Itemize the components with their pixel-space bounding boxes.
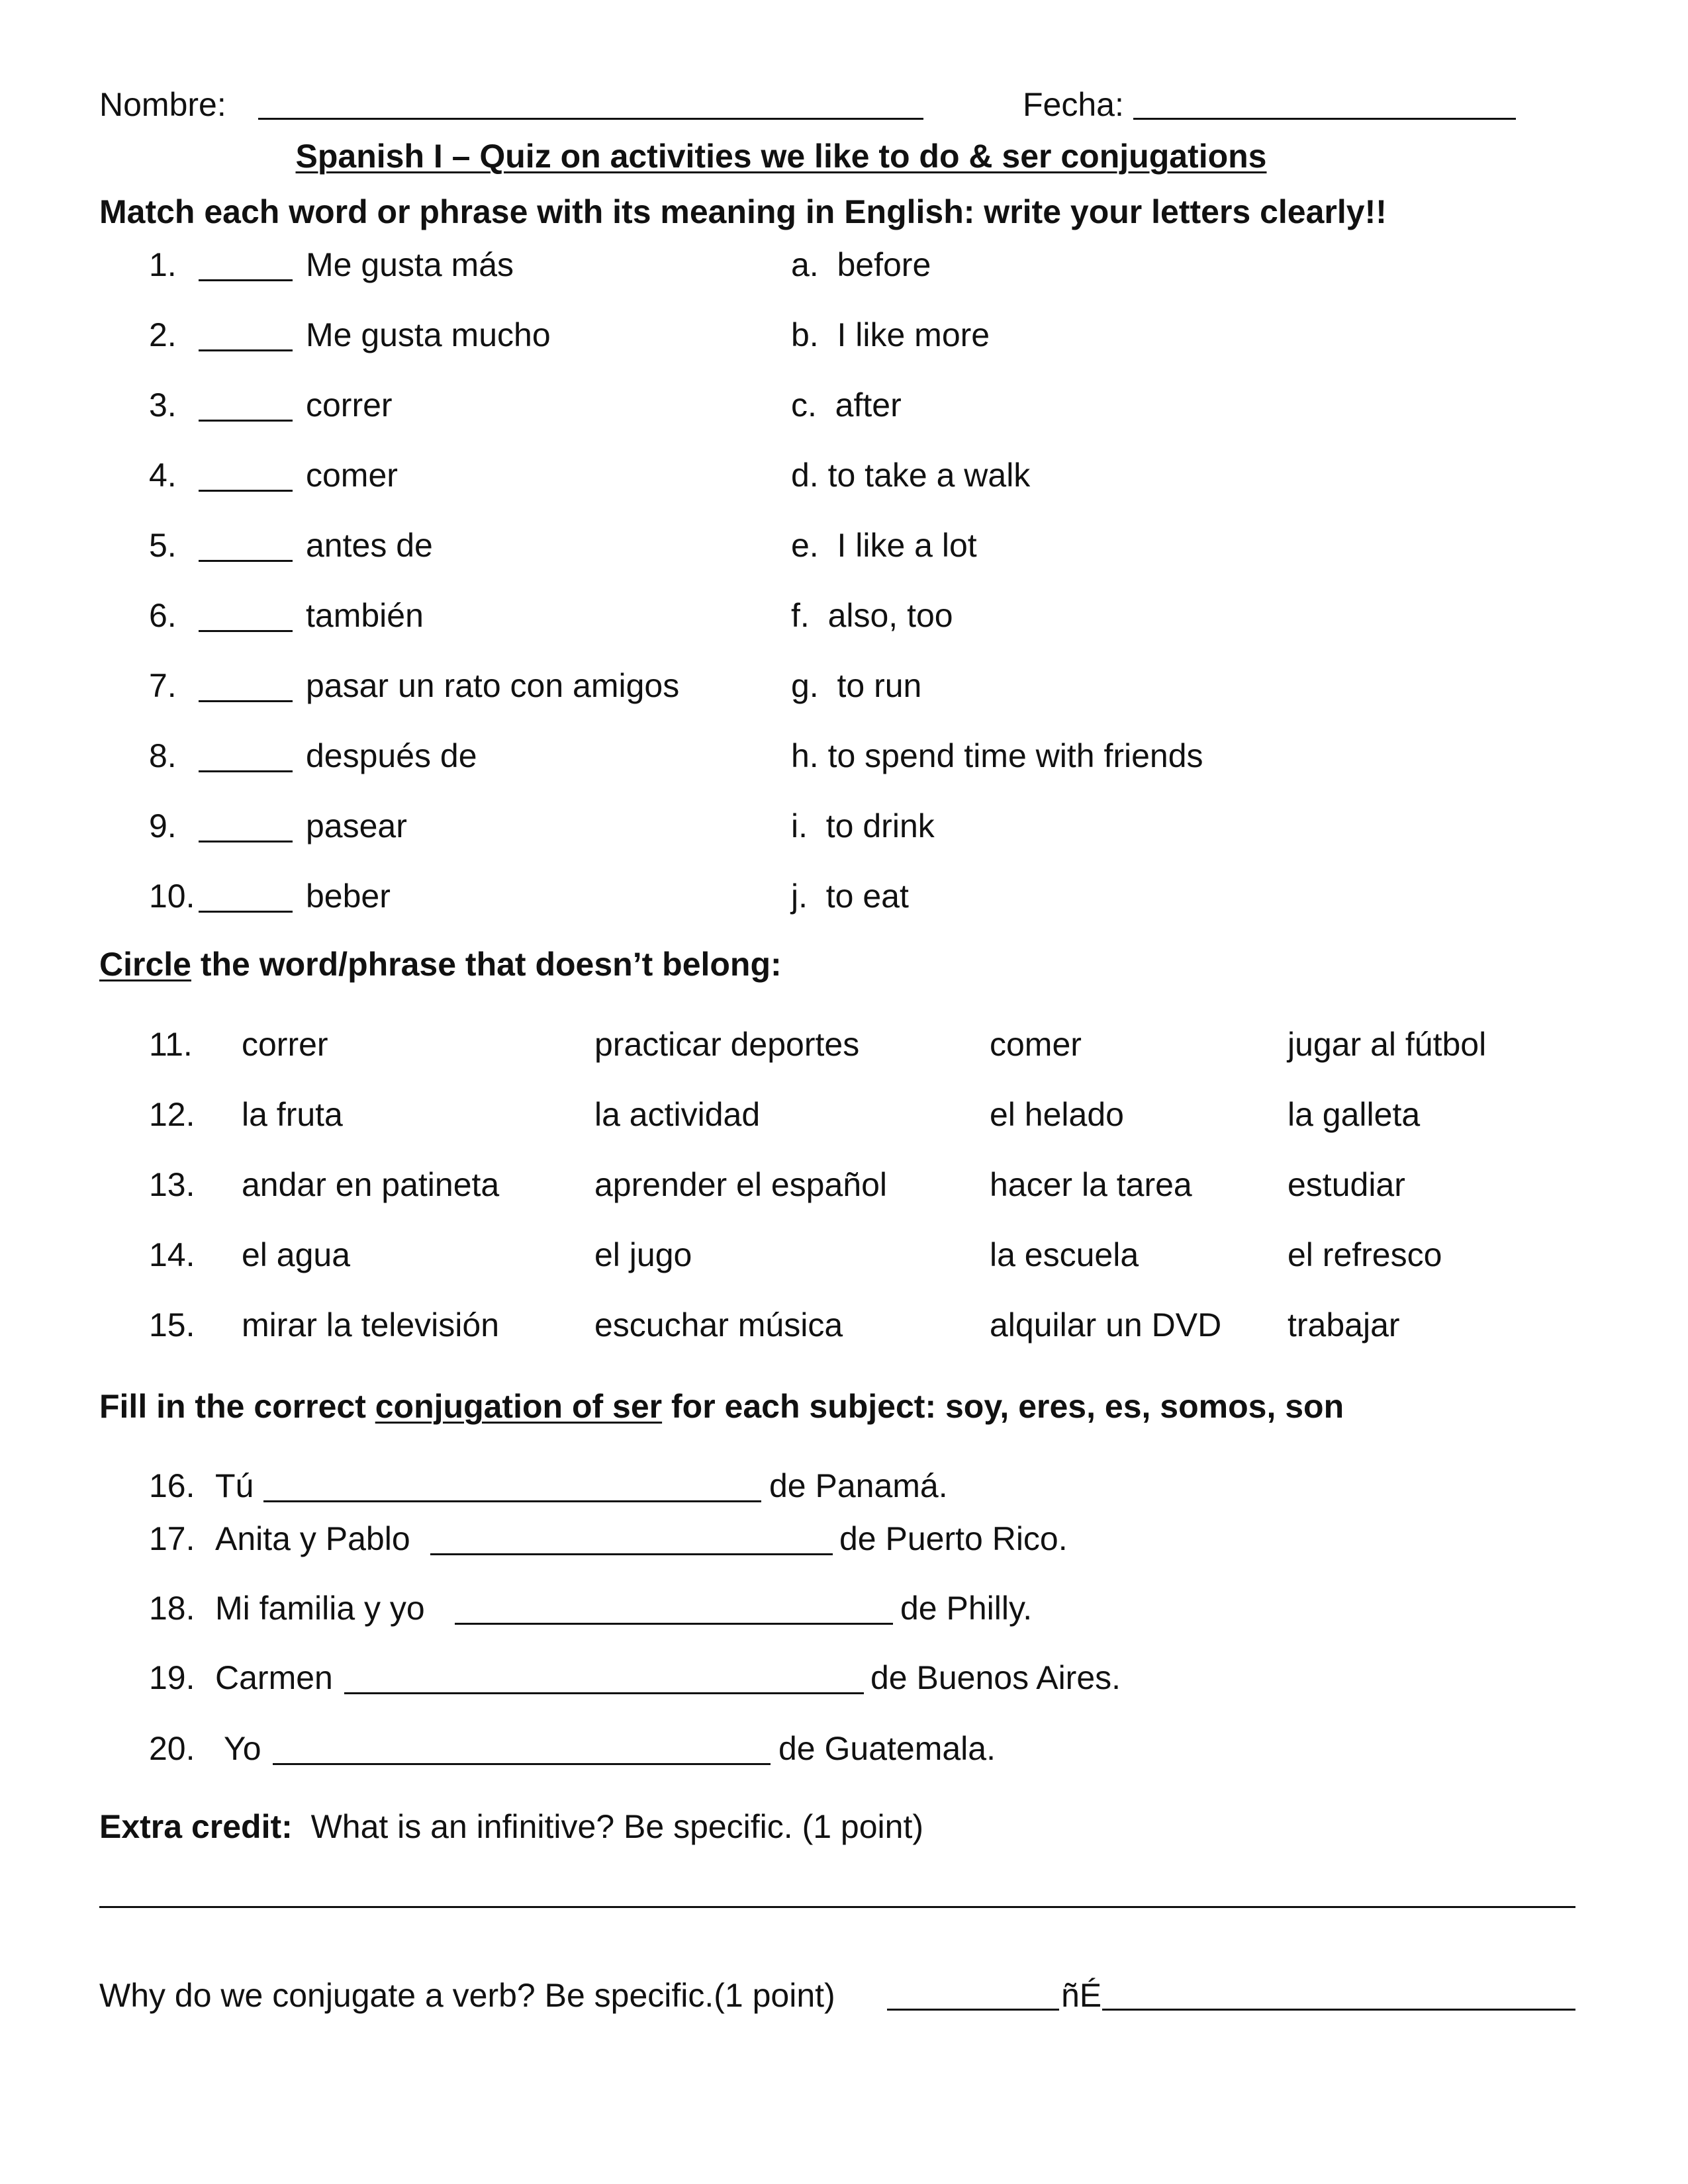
circle-option[interactable]: correr	[242, 1026, 328, 1063]
extra-credit-question-1: What is an infinitive? Be specific. (1 point)	[310, 1808, 923, 1845]
ser-instructions	[99, 1387, 1344, 1426]
circle-number: 11.	[149, 1026, 193, 1063]
matching-meaning: d. to take a walk	[791, 457, 1031, 494]
matching-term: después de	[306, 737, 477, 774]
matching-instructions: Match each word or phrase with its meaning in English: write your letters clearly!!	[99, 193, 1387, 230]
matching-meaning: a. before	[791, 246, 931, 283]
matching-term: pasar un rato con amigos	[306, 667, 680, 704]
circle-option[interactable]: estudiar	[1288, 1166, 1405, 1203]
matching-answer-blank[interactable]	[199, 841, 293, 842]
circle-option[interactable]: aprender el español	[594, 1166, 887, 1203]
circle-word: Circle	[99, 946, 191, 983]
matching-meaning: i. to drink	[791, 807, 935, 844]
matching-number: 2.	[149, 316, 177, 353]
ser-instr-a: Fill in the correct	[99, 1388, 375, 1425]
extra-credit-answer-line-2a[interactable]	[887, 2009, 1059, 2011]
circle-option[interactable]: la fruta	[242, 1096, 343, 1133]
matching-answer-blank[interactable]	[199, 630, 293, 632]
ser-number: 18.	[149, 1590, 195, 1627]
matching-number: 9.	[149, 807, 177, 844]
matching-number: 8.	[149, 737, 177, 774]
ser-ending: de Panamá.	[769, 1467, 948, 1504]
matching-answer-blank[interactable]	[199, 560, 293, 562]
ser-number: 16.	[149, 1467, 195, 1504]
ser-number: 19.	[149, 1659, 195, 1696]
ser-ending: de Buenos Aires.	[870, 1659, 1121, 1696]
fecha-blank[interactable]	[1133, 118, 1516, 120]
matching-number: 4.	[149, 457, 177, 494]
matching-term: Me gusta mucho	[306, 316, 551, 353]
ser-subject: Anita y Pablo	[215, 1520, 410, 1557]
circle-number: 14.	[149, 1236, 195, 1273]
ser-ending: de Puerto Rico.	[839, 1520, 1068, 1557]
matching-meaning: f. also, too	[791, 597, 953, 634]
circle-option[interactable]: la escuela	[990, 1236, 1139, 1273]
circle-number: 15.	[149, 1306, 195, 1343]
ser-ending: de Guatemala.	[778, 1730, 996, 1767]
circle-option[interactable]: el agua	[242, 1236, 351, 1273]
circle-option[interactable]: trabajar	[1288, 1306, 1400, 1343]
ser-subject: Mi familia y yo	[215, 1590, 425, 1627]
fecha-label: Fecha:	[1023, 86, 1124, 123]
circle-option[interactable]: la galleta	[1288, 1096, 1421, 1133]
matching-term: Me gusta más	[306, 246, 514, 283]
matching-answer-blank[interactable]	[199, 770, 293, 772]
circle-option[interactable]: practicar deportes	[594, 1026, 860, 1063]
circle-option[interactable]: el jugo	[594, 1236, 692, 1273]
ser-subject: Yo	[215, 1730, 261, 1767]
matching-term: pasear	[306, 807, 407, 844]
matching-term: correr	[306, 387, 393, 424]
matching-meaning: b. I like more	[791, 316, 990, 353]
matching-term: comer	[306, 457, 398, 494]
matching-number: 10.	[149, 878, 195, 915]
circle-option[interactable]: el helado	[990, 1096, 1124, 1133]
circle-instructions-rest: the word/phrase that doesn’t belong:	[191, 946, 782, 983]
ser-number: 17.	[149, 1520, 195, 1557]
circle-option[interactable]: escuchar música	[594, 1306, 843, 1343]
matching-number: 7.	[149, 667, 177, 704]
matching-answer-blank[interactable]	[199, 279, 293, 281]
nombre-label: Nombre:	[99, 86, 226, 123]
extra-credit-mark: ñÉ	[1061, 1977, 1102, 2014]
ser-instr-underlined: conjugation of ser	[375, 1388, 663, 1425]
circle-option[interactable]: jugar al fútbol	[1288, 1026, 1487, 1063]
ser-answer-blank[interactable]	[273, 1763, 771, 1765]
circle-option[interactable]: andar en patineta	[242, 1166, 500, 1203]
ser-ending: de Philly.	[900, 1590, 1033, 1627]
extra-credit-label: Extra credit:	[99, 1808, 293, 1845]
ser-answer-blank[interactable]	[263, 1500, 761, 1502]
circle-number: 12.	[149, 1096, 195, 1133]
matching-meaning: c. after	[791, 387, 902, 424]
ser-answer-blank[interactable]	[344, 1692, 864, 1694]
circle-option[interactable]: alquilar un DVD	[990, 1306, 1222, 1343]
matching-term: antes de	[306, 527, 433, 564]
extra-credit-q1	[99, 1807, 923, 1846]
matching-answer-blank[interactable]	[199, 420, 293, 422]
extra-credit-answer-line-1[interactable]	[99, 1906, 1575, 1908]
matching-meaning: g. to run	[791, 667, 922, 704]
ser-answer-blank[interactable]	[455, 1623, 893, 1625]
matching-number: 1.	[149, 246, 177, 283]
circle-option[interactable]: el refresco	[1288, 1236, 1442, 1273]
extra-credit-question-2: Why do we conjugate a verb? Be specific.(1 point)	[99, 1977, 835, 2014]
matching-answer-blank[interactable]	[199, 349, 293, 351]
page-title: Spanish I – Quiz on activities we like to do & ser conjugations	[295, 138, 1267, 175]
matching-number: 3.	[149, 387, 177, 424]
circle-number: 13.	[149, 1166, 195, 1203]
extra-credit-answer-line-2b[interactable]	[1102, 2009, 1575, 2011]
nombre-blank[interactable]	[258, 118, 923, 120]
matching-answer-blank[interactable]	[199, 490, 293, 492]
circle-instructions	[99, 944, 782, 984]
circle-option[interactable]: comer	[990, 1026, 1082, 1063]
matching-term: beber	[306, 878, 391, 915]
ser-subject: Tú	[215, 1467, 254, 1504]
matching-meaning: h. to spend time with friends	[791, 737, 1203, 774]
matching-meaning: j. to eat	[791, 878, 909, 915]
matching-answer-blank[interactable]	[199, 700, 293, 702]
matching-term: también	[306, 597, 424, 634]
ser-answer-blank[interactable]	[430, 1553, 833, 1555]
extra-credit-q2	[99, 1976, 835, 2015]
ser-subject: Carmen	[215, 1659, 333, 1696]
matching-meaning: e. I like a lot	[791, 527, 977, 564]
matching-number: 5.	[149, 527, 177, 564]
ser-number: 20.	[149, 1730, 195, 1767]
matching-number: 6.	[149, 597, 177, 634]
circle-option[interactable]: mirar la televisión	[242, 1306, 500, 1343]
circle-option[interactable]: la actividad	[594, 1096, 761, 1133]
circle-option[interactable]: hacer la tarea	[990, 1166, 1192, 1203]
matching-answer-blank[interactable]	[199, 911, 293, 913]
ser-instr-b: for each subject: soy, eres, es, somos, son	[662, 1388, 1344, 1425]
